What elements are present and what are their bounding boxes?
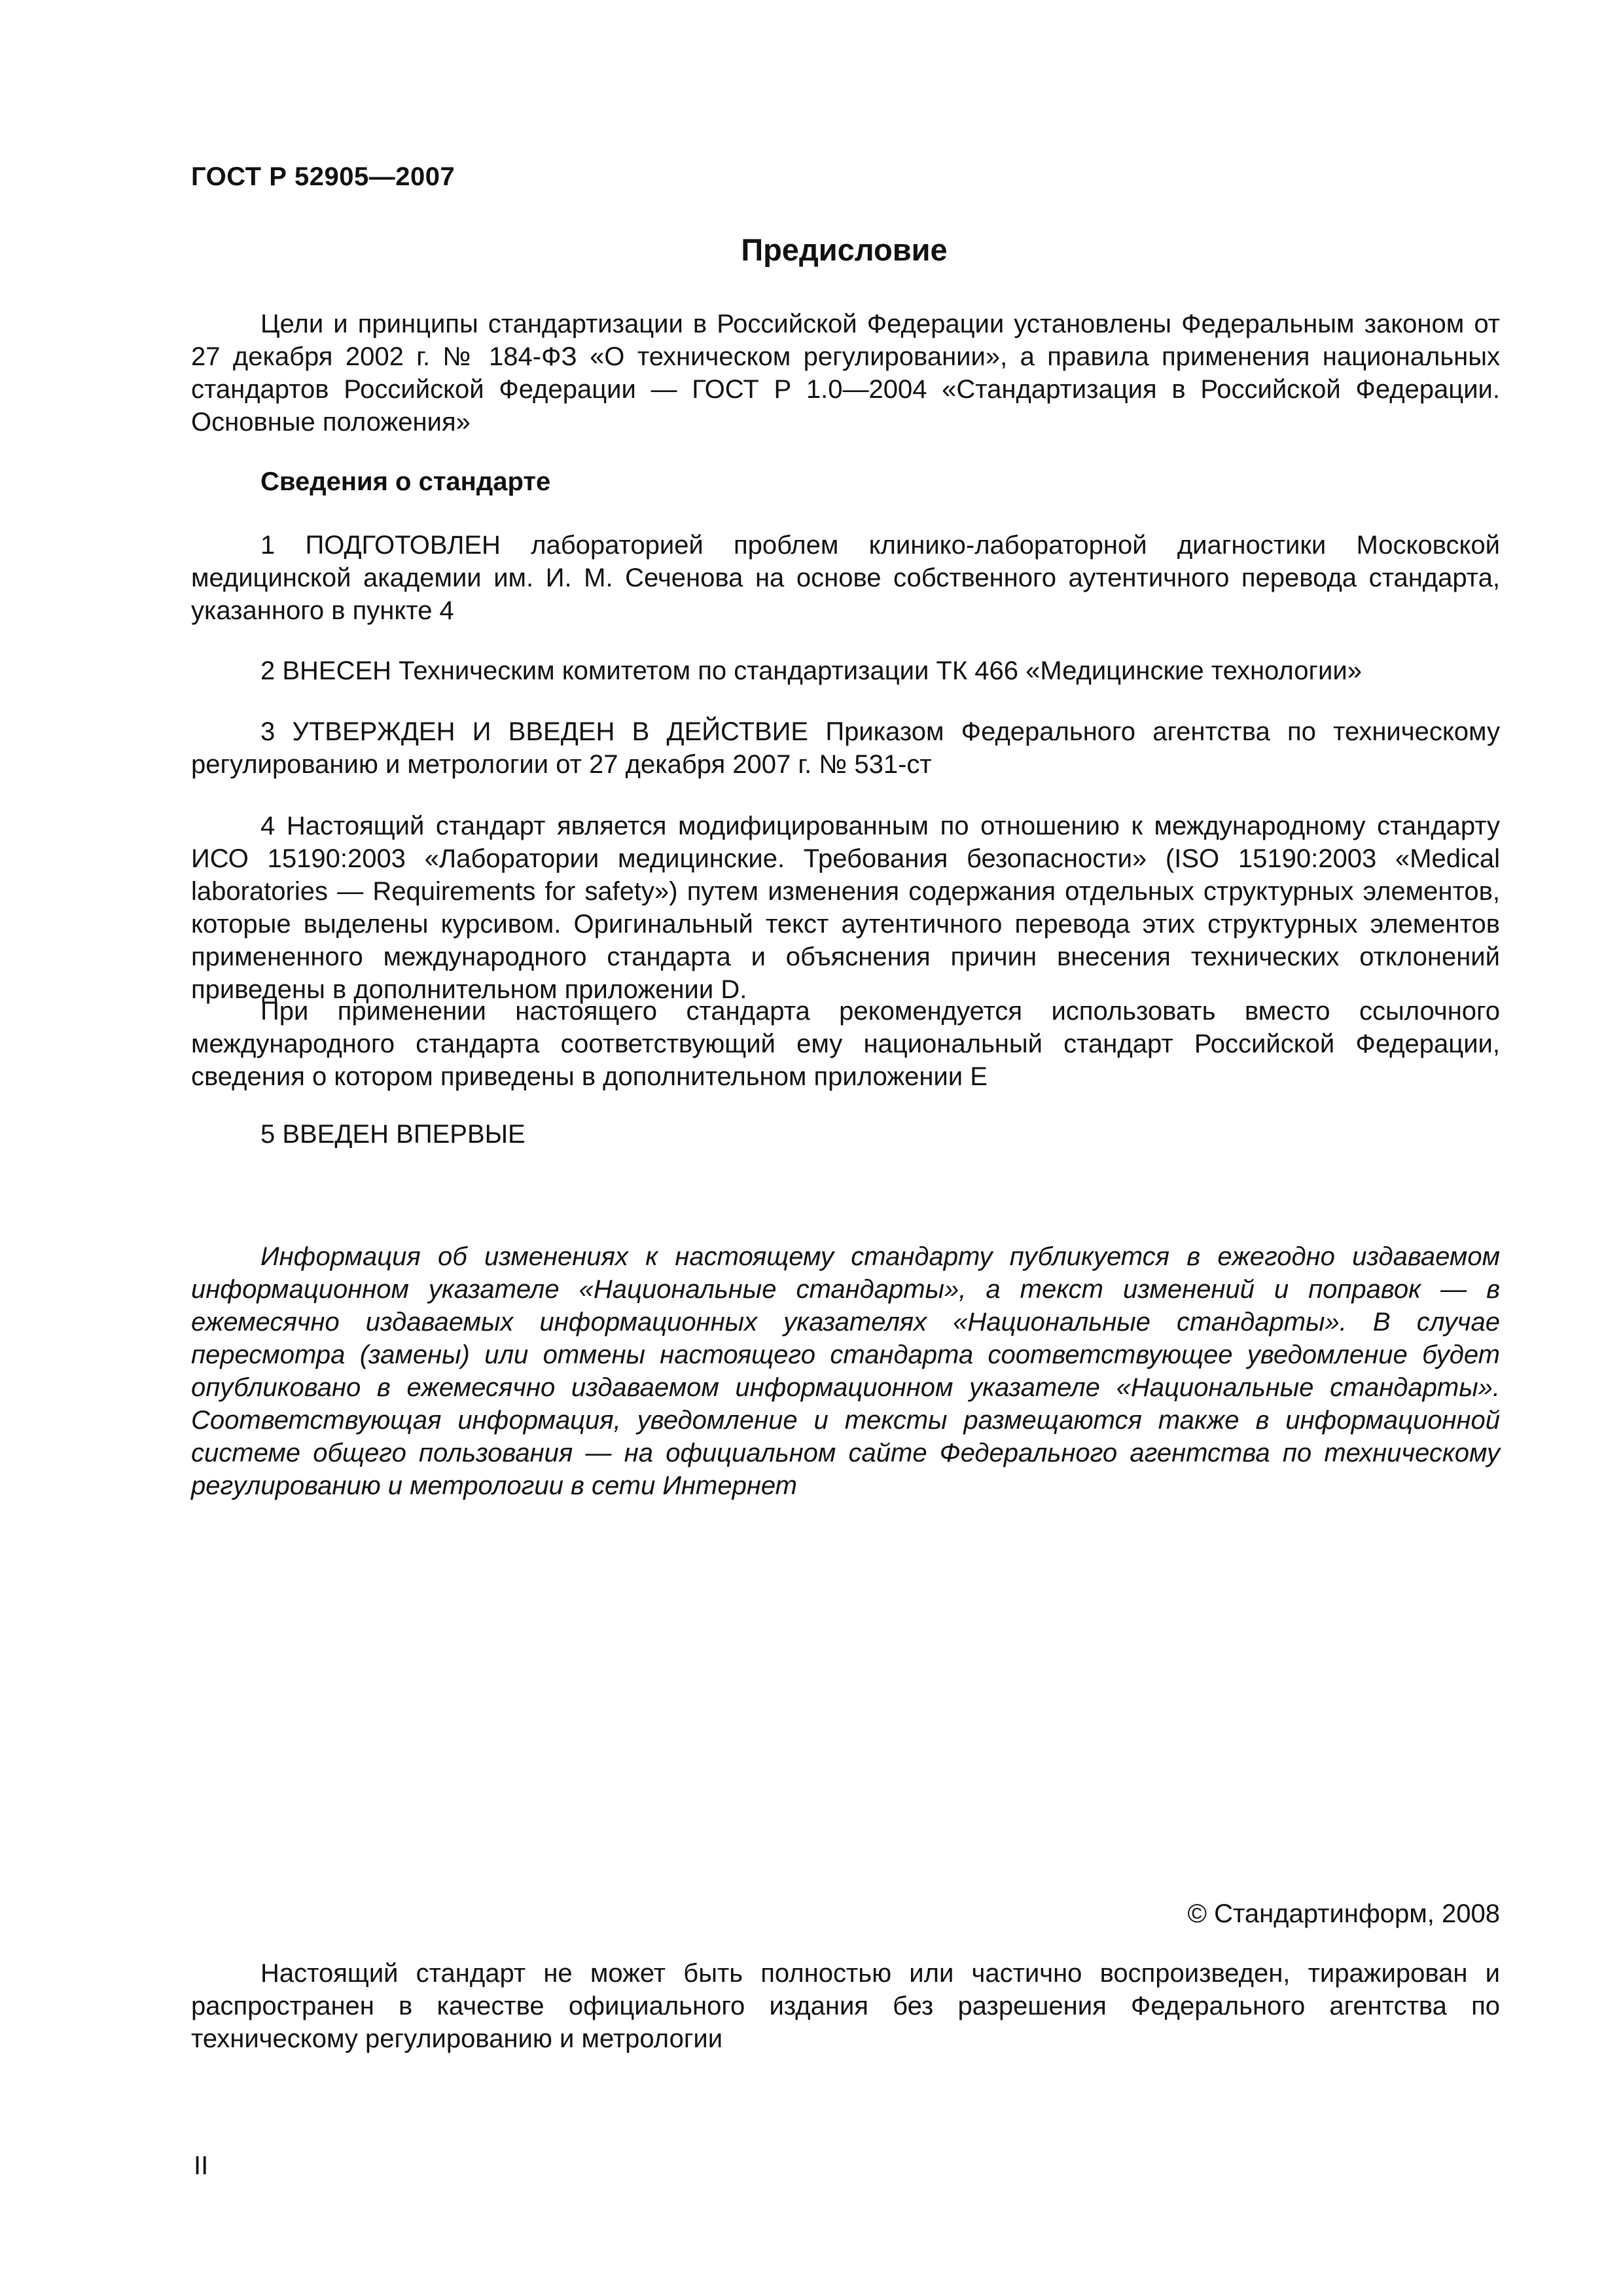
item-4-paragraph: 4 Настоящий стандарт является модифицированным по отношению к международному стандарту ИСО 15190:2003 «Лаборатории медицинские. Требования безопасности» (ISO 15190:2003 «Medical laboratories — Requirements for safety») путем изменения содержания отдельных структурных элементов, которые выделены курсивом. Оригинальный текст аутентичного перевода этих структурных элементов примененного международного стандарта и объяснения причин внесения технических отклонений приведены в дополнительном приложении D. [191,812,1500,1004]
item-2-paragraph: 2 ВНЕСЕН Техническим комитетом по стандартизации ТК 466 «Медицинские технологии» [260,656,1362,685]
page-number: II [194,2151,209,2180]
item-5-paragraph: 5 ВВЕДЕН ВПЕРВЫЕ [260,1120,526,1149]
item-4-note-paragraph: При применении настоящего стандарта рекомендуется использовать вместо ссылочного международного стандарта соответствующий ему национальный стандарт Российской Федерации, сведения о котором приведены в дополнительном приложении Е [191,997,1500,1091]
copyright-line: © Стандартинформ, 2008 [1187,1899,1500,1928]
section-heading: Сведения о стандарте [260,467,551,496]
reproduction-notice-paragraph: Настоящий стандарт не может быть полностью или частично воспроизведен, тиражирован и распространен в качестве официального издания без разрешения Федерального агентства по техническому регулированию и метрологии [191,1959,1500,2053]
changes-notice-paragraph: Информация об изменениях к настоящему стандарту публикуется в ежегодно издаваемом информационном указателе «Национальные стандарты», а текст изменений и поправок — в ежемесячно издаваемых информационных указателях «Национальные стандарты». В случае пересмотра (замены) или отмены настоящего стандарта соответствующее уведомление будет опубликовано в ежемесячно издаваемом информационном указателе «Национальные стандарты». Соответствующая информация, уведомление и тексты размещаются также в информационной системе общего пользования — на официальном сайте Федерального агентства по техническому регулированию и метрологии в сети Интернет [191,1242,1500,1500]
intro-paragraph: Цели и принципы стандартизации в Российской Федерации установлены Федеральным законом от 27 декабря 2002 г. № 184-ФЗ «О техническом регулировании», а правила применения национальных стандартов Российской Федерации — ГОСТ Р 1.0—2004 «Стандартизация в Российской Федерации. Основные положения» [191,310,1500,437]
document-code: ГОСТ Р 52905—2007 [191,162,455,191]
item-1-paragraph: 1 ПОДГОТОВЛЕН лабораторией проблем клинико-лабораторной диагностики Московской медицинской академии им. И. М. Сеченова на основе собственного аутентичного перевода стандарта, указанного в пункте 4 [191,531,1500,625]
item-3-paragraph: 3 УТВЕРЖДЕН И ВВЕДЕН В ДЕЙСТВИЕ Приказом Федерального агентства по техническому регулированию и метрологии от 27 декабря 2007 г. № 531-ст [191,717,1500,779]
page-title: Предисловие [741,232,948,267]
